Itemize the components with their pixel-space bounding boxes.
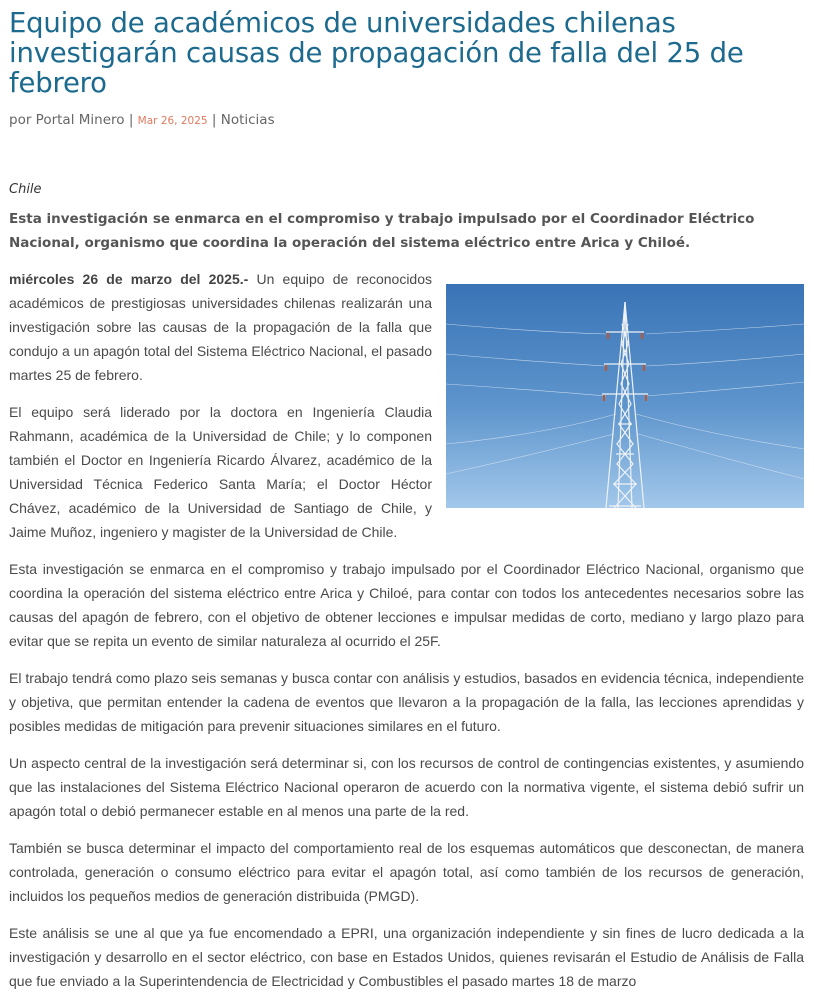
article-meta [9,111,804,130]
intro-text [9,267,432,544]
body-paragraph: Un aspecto central de la investigación será determinar si, con los recursos de control de contingencias existentes, y asumiendo que las instalaciones del Sistema Eléctrico Nacional operaron de acuerdo con la normativa vigente, el sistema debió sufrir un apagón total o debió permanecer estable en al menos una parte de la red. [9,755,804,819]
body-paragraph: Esta investigación se enmarca en el compromiso y trabajo impulsado por el Coordinador Eléctrico Nacional, organismo que coordina la operación del sistema eléctrico entre Arica y Chiloé, para contar con todos los antecedentes necesarios sobre las causas del apagón de febrero, con el objetivo de obtener lecciones e impulsar medidas de corto, mediano y largo plazo para evitar que se repita un evento de similar naturaleza al ocurrido el 25F. [9,561,804,649]
article-body [9,557,804,993]
dateline: miércoles 26 de marzo del 2025.- [9,271,249,287]
team-paragraph: El equipo será liderado por la doctora en Ingeniería Claudia Rahmann, académica de la Universidad de Chile; y lo componen también el Doctor en Ingeniería Ricardo Álvarez, académico de la Universidad Técnica Federico Santa María; el Doctor Héctor Chávez, académico de la Universidad de Santiago de Chile, y Jaime Muñoz, ingeniero y magister de la Universidad de Chile. [9,404,432,540]
intro-block [9,267,804,544]
category-link[interactable]: Noticias [220,112,275,128]
transmission-tower-icon [446,284,804,508]
publish-date: Mar 26, 2025 [137,115,208,127]
body-paragraph: El trabajo tendrá como plazo seis semanas y busca contar con análisis y estudios, basados en evidencia técnica, independiente y objetiva, que permitan entender la cadena de eventos que llevaron a la propagación de la falla, las lecciones aprendidas y posibles medidas de mitigación para prevenir situaciones similares en el futuro. [9,670,804,734]
meta-separator: | [128,112,138,128]
body-paragraph: También se busca determinar el impacto del comportamiento real de los esquemas automáticos que desconectan, de manera controlada, generación o consumo eléctrico para evitar el apagón total, así como también de los recursos de generación, incluidos los pequeños medios de generación distribuida (PMGD). [9,840,804,904]
intro-paragraph [9,267,432,387]
author-link[interactable]: por Portal Minero [9,112,125,128]
intro-body: Un equipo de reconocidos académicos de prestigiosas universidades chilenas realizarán una investigación sobre las causas de la propagación de la falla que condujo a un apagón total del Sistema Eléctrico Nacional, el pasado martes 25 de febrero. [9,271,433,383]
article-title[interactable]: Equipo de académicos de universidades chilenas investigarán causas de propagación de falla del 25 de febrero [9,7,744,99]
meta-separator: | [211,112,221,128]
article-lead: Esta investigación se enmarca en el compromiso y trabajo impulsado por el Coordinador Eléctrico Nacional, organismo que coordina la operación del sistema eléctrico entre Arica y Chiloé. [9,211,755,251]
article-location: Chile [9,182,42,197]
transmission-tower-photo[interactable] [446,284,804,508]
article [9,0,804,993]
body-paragraph: Este análisis se une al que ya fue encomendado a EPRI, una organización independiente y sin fines de lucro dedicada a la investigación y desarrollo en el sector eléctrico, con base en Estados Unidos, quienes revisarán el Estudio de Análisis de Falla que fue enviado a la Superintendencia de Electricidad y Combustibles el pasado martes 18 de marzo [9,925,804,989]
